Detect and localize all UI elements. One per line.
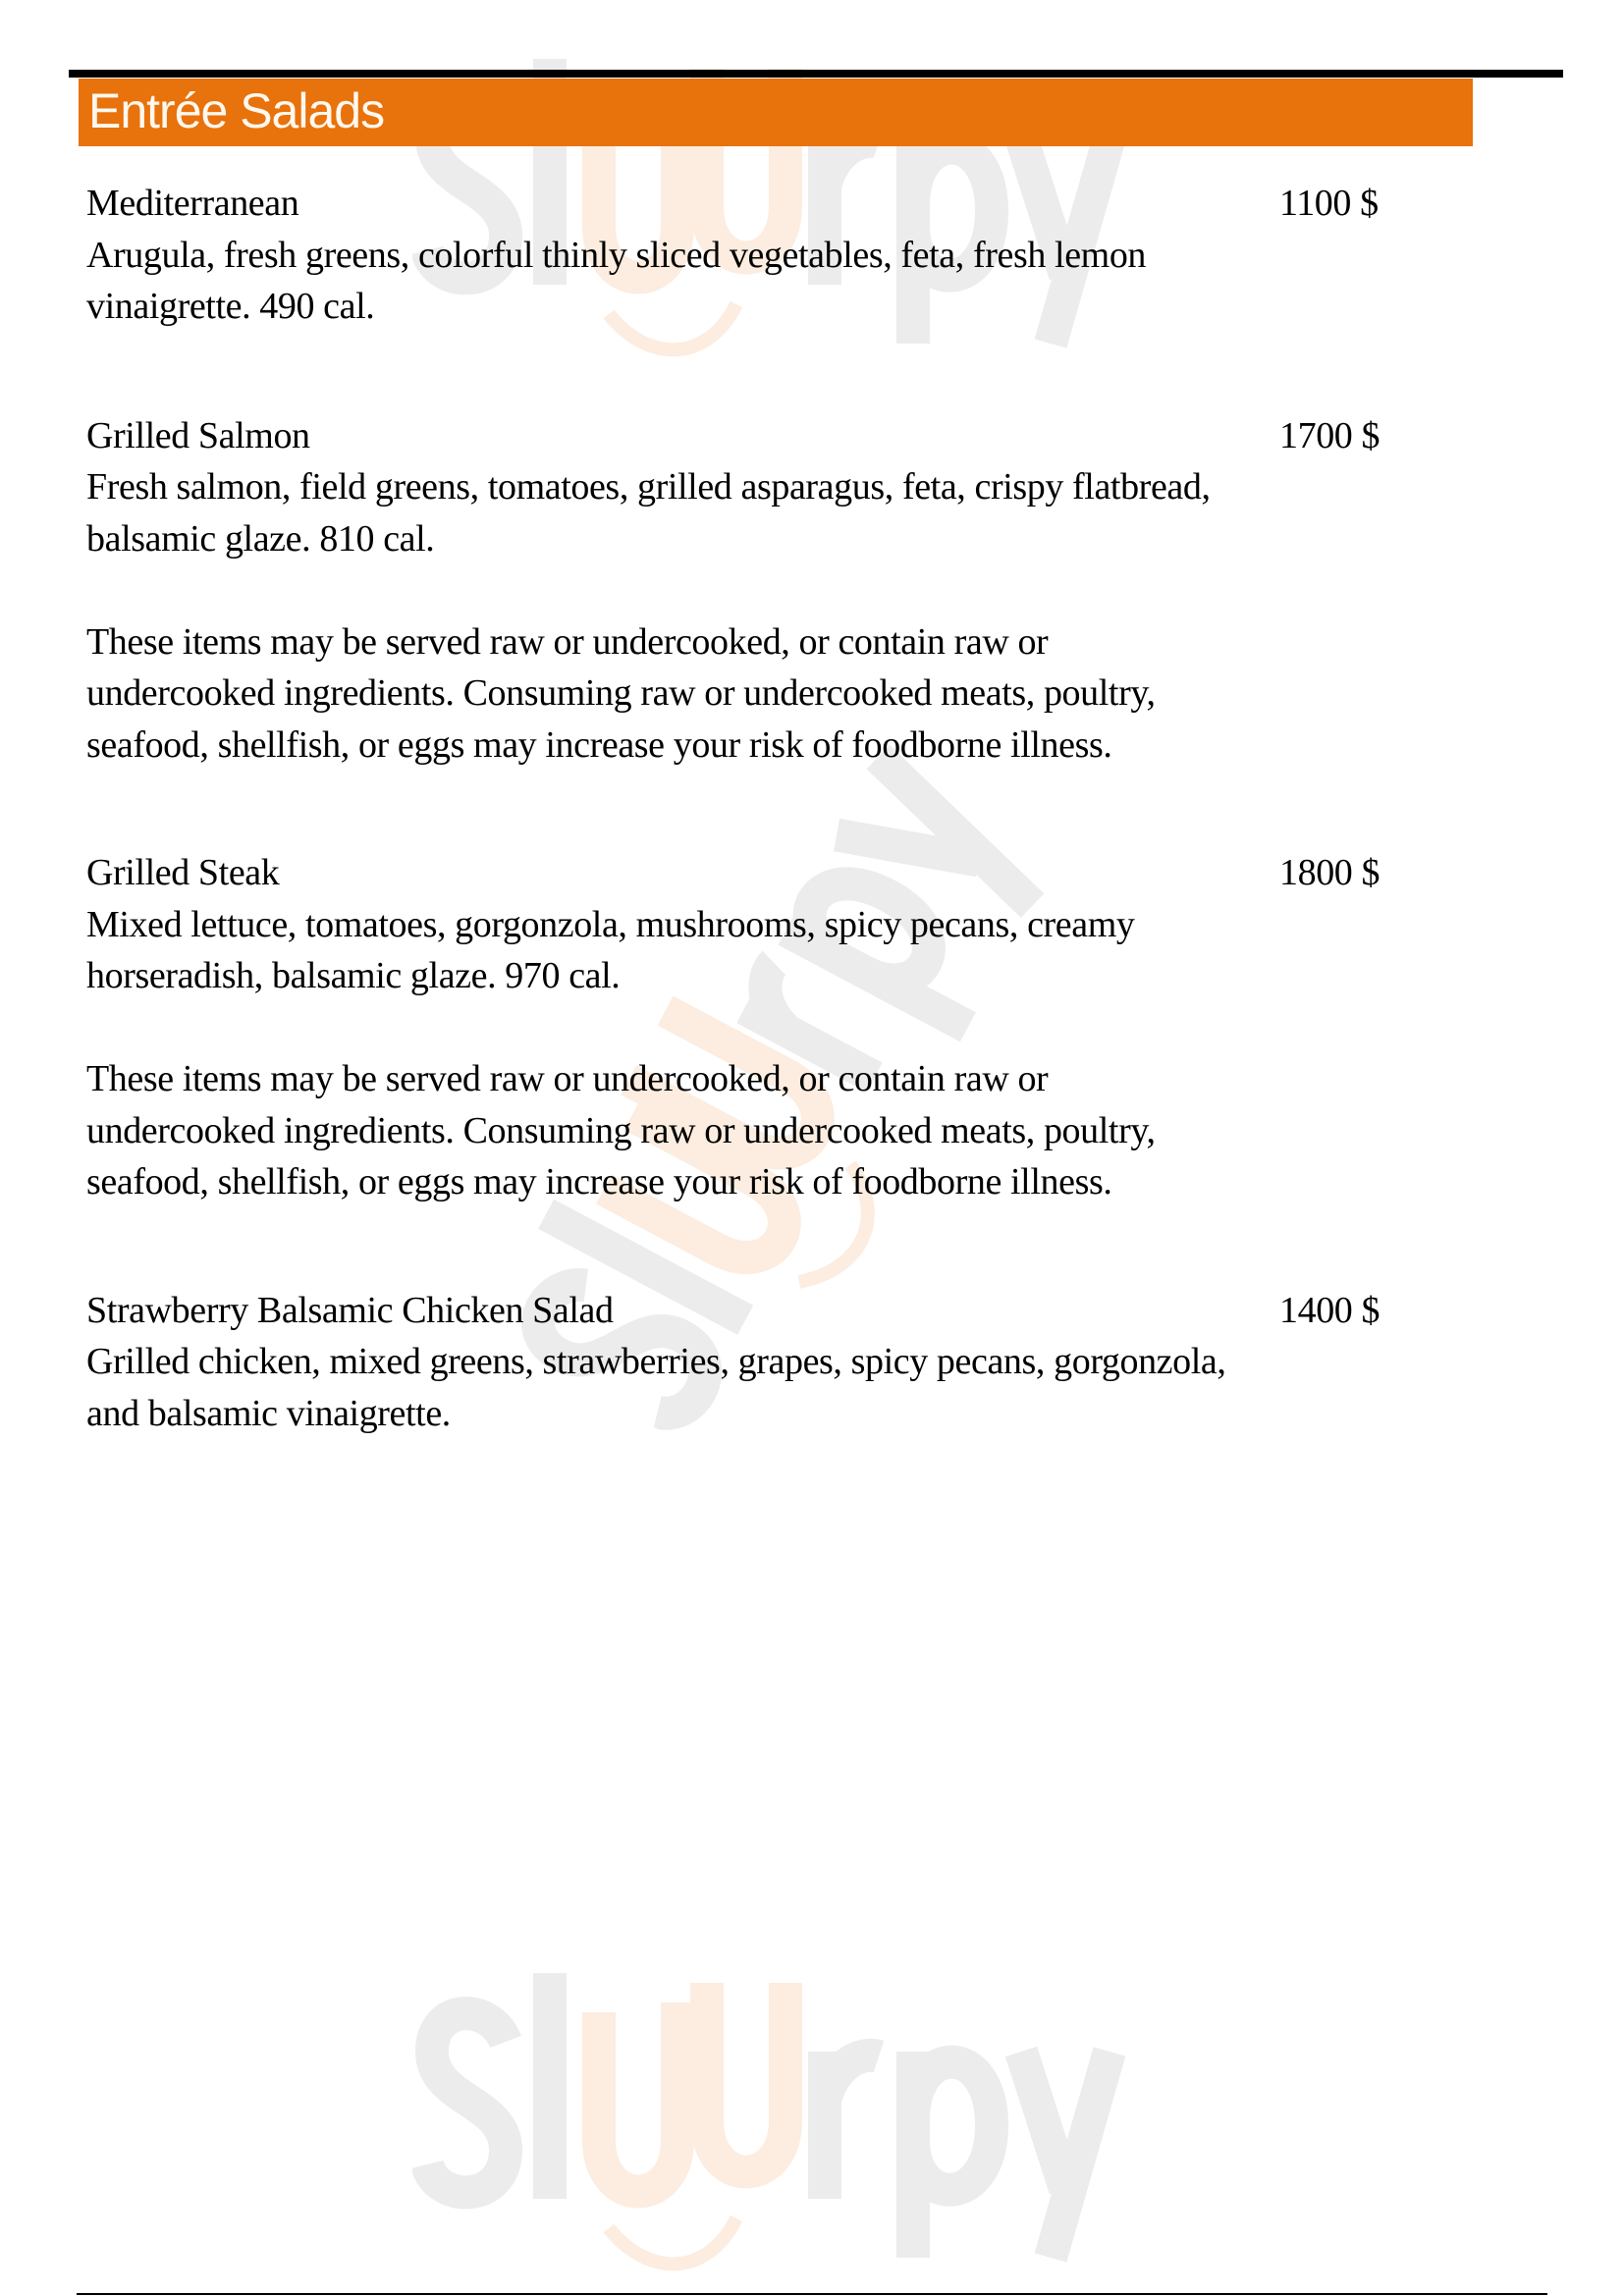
item-description: Mixed lettuce, tomatoes, gorgonzola, mushrooms, spicy pecans, creamy horseradish, balsamic glaze. 970 cal.	[86, 903, 1135, 996]
section-header	[79, 79, 1473, 146]
menu-item-grilled-salmon	[86, 410, 1481, 565]
item-name: Grilled Salmon	[86, 414, 310, 456]
item-description: Arugula, fresh greens, colorful thinly sliced vegetables, feta, fresh lemon vinaigrette. 490 cal.	[86, 234, 1147, 327]
top-rule	[69, 70, 1563, 78]
item-price: 1700 $	[1279, 414, 1380, 456]
menu-list	[86, 178, 1481, 1517]
item-price: 1400 $	[1279, 1289, 1380, 1331]
item-price: 1800 $	[1279, 852, 1380, 893]
item-description: Grilled chicken, mixed greens, strawberries, grapes, spicy pecans, gorgonzola, and balsamic vinaigrette.	[86, 1341, 1226, 1434]
section-title: Entrée Salads	[88, 83, 385, 138]
menu-item-strawberry-balsamic-chicken-salad	[86, 1285, 1481, 1440]
menu-item-mediterranean	[86, 178, 1481, 333]
sluurpy-logo-shape	[427, 1973, 1110, 2264]
menu-item-grilled-steak	[86, 847, 1481, 1002]
item-price: 1100 $	[1279, 183, 1379, 224]
item-description: Fresh salmon, field greens, tomatoes, grilled asparagus, feta, crispy flatbread, balsamic glaze. 810 cal.	[86, 466, 1211, 560]
sluurpy-watermark-bottom	[412, 1963, 1237, 2277]
item-name: Grilled Steak	[86, 852, 280, 893]
bottom-rule	[77, 2293, 1547, 2295]
raw-food-warning: These items may be served raw or undercooked, or contain raw or undercooked ingredients. Consuming raw or undercooked meats, poultry, seafood, shellfish, or eggs may increase your risk of foodborne illness.	[86, 1058, 1156, 1202]
item-name: Strawberry Balsamic Chicken Salad	[86, 1289, 614, 1331]
item-name: Mediterranean	[86, 183, 299, 224]
raw-food-warning: These items may be served raw or undercooked, or contain raw or undercooked ingredients. Consuming raw or undercooked meats, poultry, seafood, shellfish, or eggs may increase your risk of foodborne illness.	[86, 620, 1156, 766]
